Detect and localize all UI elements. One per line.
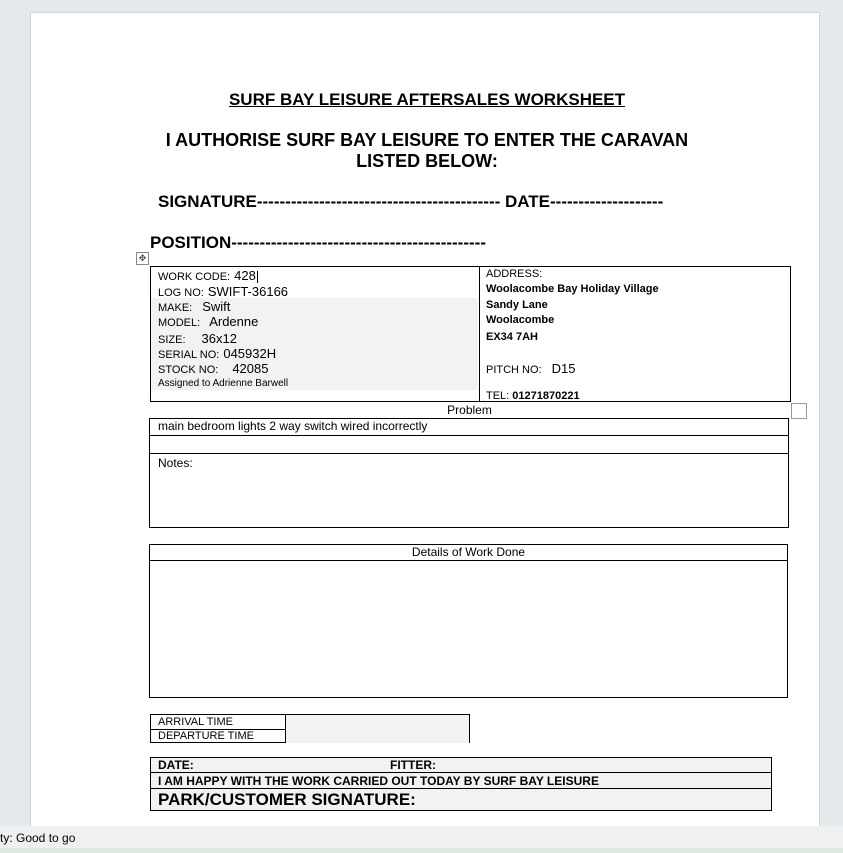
status-text: ty: Good to go — [0, 831, 76, 845]
happy-statement-row — [151, 773, 771, 789]
document-title: SURF BAY LEISURE AFTERSALES WORKSHEET — [228, 90, 626, 109]
date-fitter-row[interactable] — [151, 758, 771, 773]
signoff-table — [150, 757, 772, 811]
tel-row — [486, 390, 580, 402]
column-divider — [285, 729, 286, 743]
serial-label: SERIAL NO: — [158, 349, 220, 361]
pitch-row — [486, 361, 575, 376]
position-line: POSITION--------------------------------------------- — [150, 233, 486, 252]
work-done-field[interactable] — [150, 561, 787, 697]
authorisation-line-1: I AUTHORISE SURF BAY LEISURE TO ENTER THE CARAVAN — [165, 130, 689, 150]
work-code-row — [158, 268, 261, 283]
pitch-label: PITCH NO: — [486, 364, 542, 376]
move-handle-icon[interactable]: ✥ — [136, 252, 149, 265]
notes-label[interactable]: Notes: — [158, 456, 193, 470]
pitch-value: D15 — [551, 361, 576, 376]
assigned-to: Assigned to Adrienne Barwell — [158, 378, 289, 389]
authorisation-line-2: LISTED BELOW: — [356, 151, 498, 171]
work-code-label: WORK CODE: — [158, 271, 231, 283]
address-line-4: EX34 7AH — [486, 331, 538, 343]
document-page — [30, 12, 820, 827]
log-no-row — [158, 284, 288, 299]
tel-value: 01271870221 — [512, 390, 580, 402]
problem-text[interactable]: main bedroom lights 2 way switch wired incorrectly — [158, 419, 428, 433]
log-no-label: LOG NO: — [158, 287, 204, 299]
problem-table — [149, 418, 789, 528]
serial-value: 045932H — [223, 346, 277, 361]
size-row — [158, 331, 237, 346]
model-row — [158, 314, 258, 329]
happy-statement: I AM HAPPY WITH THE WORK CARRIED OUT TODAY BY SURF BAY LEISURE — [158, 774, 599, 788]
fitter-label: FITTER: — [390, 758, 436, 772]
row-divider — [150, 453, 788, 454]
model-label: MODEL: — [158, 317, 201, 329]
work-done-table — [149, 544, 788, 698]
work-done-header: Details of Work Done — [150, 545, 787, 561]
serial-row — [158, 346, 276, 361]
status-bar — [0, 826, 843, 853]
arrival-time-field[interactable] — [286, 715, 469, 729]
times-table — [150, 714, 470, 743]
status-strip — [0, 848, 843, 853]
departure-time-field[interactable] — [286, 729, 469, 743]
customer-signature-label: PARK/CUSTOMER SIGNATURE: — [158, 790, 416, 809]
text-cursor — [257, 271, 261, 283]
make-value: Swift — [202, 299, 231, 314]
date-label: DATE: — [158, 758, 194, 772]
departure-time-label: DEPARTURE TIME — [158, 730, 254, 742]
caravan-info-table — [150, 266, 791, 402]
stock-row — [158, 361, 268, 376]
signature-date-line: SIGNATURE------------------------------------------- DATE-------------------- — [158, 192, 664, 211]
address-line-1: Woolacombe Bay Holiday Village — [486, 283, 659, 295]
departure-row — [151, 729, 469, 743]
model-value: Ardenne — [209, 314, 259, 329]
problem-label: Problem — [447, 403, 492, 417]
size-value: 36x12 — [201, 331, 237, 346]
arrival-row — [151, 715, 469, 730]
checkbox-icon[interactable] — [791, 403, 807, 419]
log-no-value: SWIFT-36166 — [207, 284, 289, 299]
stock-value: 42085 — [232, 361, 269, 376]
column-divider — [285, 715, 286, 729]
authorisation-text — [31, 130, 823, 172]
arrival-time-label: ARRIVAL TIME — [158, 716, 233, 728]
caravan-details-cell[interactable] — [151, 267, 480, 401]
tel-label: TEL: — [486, 390, 510, 402]
stock-label: STOCK NO: — [158, 364, 219, 376]
make-row — [158, 299, 230, 314]
customer-signature-row[interactable] — [151, 789, 771, 811]
address-line-2: Sandy Lane — [486, 299, 548, 311]
address-line-3: Woolacombe — [486, 314, 555, 326]
row-divider — [150, 435, 788, 436]
size-label: SIZE: — [158, 334, 186, 346]
address-label: ADDRESS: — [486, 268, 543, 280]
make-label: MAKE: — [158, 302, 193, 314]
work-code-value: 428 — [234, 268, 256, 283]
